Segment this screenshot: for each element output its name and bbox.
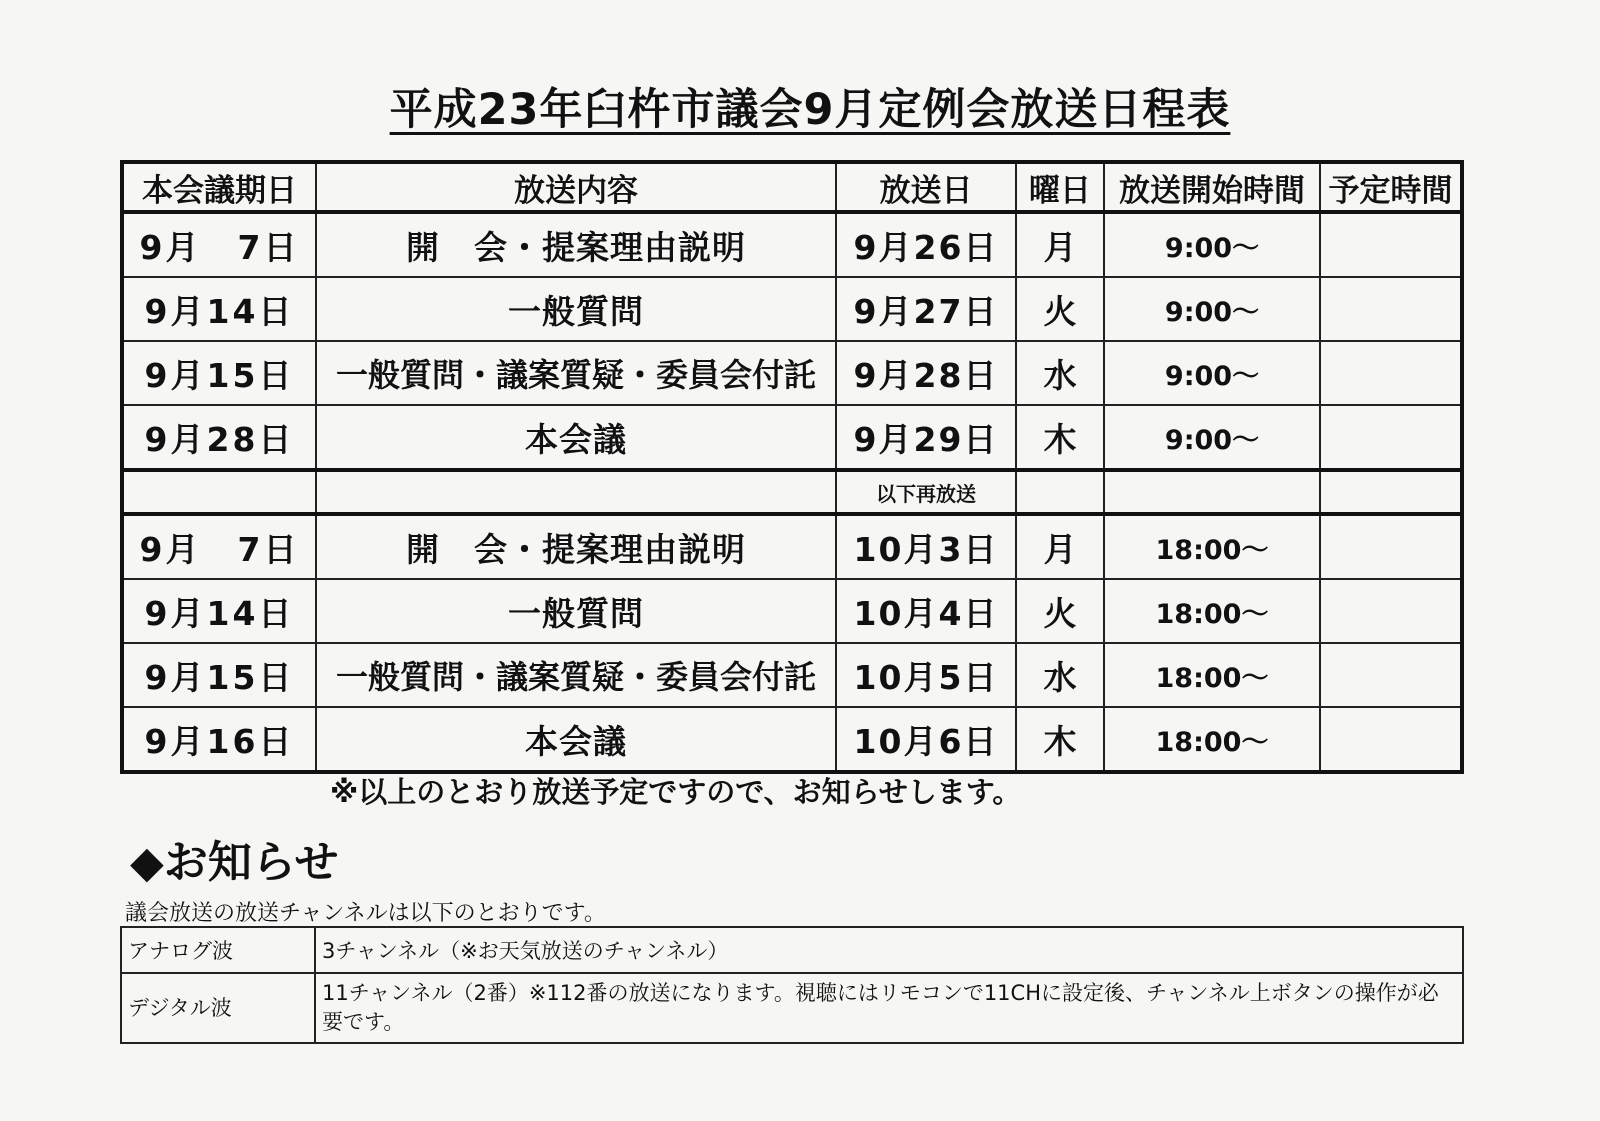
content-cell: 一般質問・議案質疑・委員会付託: [316, 341, 836, 405]
start-time-cell: 18:00～: [1104, 643, 1320, 707]
broadcast-date-cell: 9月26日: [836, 212, 1016, 277]
day-of-week-cell: 水: [1016, 341, 1104, 405]
scheduled-time-cell: [1320, 643, 1462, 707]
content-cell: 一般質問・議案質疑・委員会付託: [316, 643, 836, 707]
session-date-cell: 9月16日: [122, 707, 316, 772]
channel-description-cell: 3チャンネル（※お天気放送のチャンネル）: [315, 927, 1463, 973]
session-date-cell: 9月15日: [122, 643, 316, 707]
broadcast-date-cell: 10月6日: [836, 707, 1016, 772]
notice-heading: ◆お知らせ: [130, 837, 339, 888]
start-time-cell: 9:00～: [1104, 212, 1320, 277]
channel-intro-text: 議会放送の放送チャンネルは以下のとおりです。: [125, 901, 606, 926]
day-of-week-cell: 火: [1016, 277, 1104, 341]
scheduled-time-cell: [1320, 405, 1462, 470]
schedule-footnote: ※以上のとおり放送予定ですので、お知らせします。: [330, 775, 1022, 809]
broadcast-date-cell: 9月29日: [836, 405, 1016, 470]
table-row: [122, 579, 1462, 643]
header-content: 放送内容: [316, 162, 836, 212]
content-cell: 一般質問: [316, 579, 836, 643]
channel-table: [120, 926, 1464, 1044]
header-day-of-week: 曜日: [1016, 162, 1104, 212]
start-time-cell: 9:00～: [1104, 341, 1320, 405]
header-scheduled-time: 予定時間: [1320, 162, 1462, 212]
separator-cell: [1016, 470, 1104, 514]
session-date-cell: 9月28日: [122, 405, 316, 470]
table-row: [122, 277, 1462, 341]
content-cell: 本会議: [316, 405, 836, 470]
separator-cell: [316, 470, 836, 514]
session-date-cell: 9月14日: [122, 579, 316, 643]
start-time-cell: 18:00～: [1104, 707, 1320, 772]
broadcast-schedule-table: [120, 160, 1464, 774]
broadcast-date-cell: 9月28日: [836, 341, 1016, 405]
table-row: [122, 405, 1462, 470]
start-time-cell: 18:00～: [1104, 514, 1320, 579]
separator-cell: [122, 470, 316, 514]
table-row: [122, 212, 1462, 277]
rebroadcast-label: 以下再放送: [836, 470, 1016, 514]
table-row: [122, 643, 1462, 707]
table-header-row: [122, 162, 1462, 212]
header-session-date: 本会議期日: [122, 162, 316, 212]
table-row: [121, 927, 1463, 973]
broadcast-date-cell: 9月27日: [836, 277, 1016, 341]
content-cell: 本会議: [316, 707, 836, 772]
header-start-time: 放送開始時間: [1104, 162, 1320, 212]
day-of-week-cell: 木: [1016, 405, 1104, 470]
table-row: [122, 514, 1462, 579]
broadcast-date-cell: 10月3日: [836, 514, 1016, 579]
channel-type-cell: デジタル波: [121, 973, 315, 1043]
day-of-week-cell: 月: [1016, 514, 1104, 579]
start-time-cell: 9:00～: [1104, 277, 1320, 341]
session-date-cell: 9月14日: [122, 277, 316, 341]
table-row: [122, 341, 1462, 405]
header-broadcast-date: 放送日: [836, 162, 1016, 212]
content-cell: 一般質問: [316, 277, 836, 341]
broadcast-date-cell: 10月5日: [836, 643, 1016, 707]
session-date-cell: 9月 7日: [122, 212, 316, 277]
day-of-week-cell: 木: [1016, 707, 1104, 772]
start-time-cell: 18:00～: [1104, 579, 1320, 643]
separator-cell: [1104, 470, 1320, 514]
content-cell: 開 会・提案理由説明: [316, 514, 836, 579]
scheduled-time-cell: [1320, 579, 1462, 643]
channel-type-cell: アナログ波: [121, 927, 315, 973]
day-of-week-cell: 水: [1016, 643, 1104, 707]
content-cell: 開 会・提案理由説明: [316, 212, 836, 277]
scheduled-time-cell: [1320, 707, 1462, 772]
channel-description-cell: 11チャンネル（2番）※112番の放送になります。視聴にはリモコンで11CHに設定後、チャンネル上ボタンの操作が必要です。: [315, 973, 1463, 1043]
session-date-cell: 9月15日: [122, 341, 316, 405]
scheduled-time-cell: [1320, 212, 1462, 277]
page-title: 平成23年臼杵市議会9月定例会放送日程表: [389, 85, 1231, 135]
scheduled-time-cell: [1320, 341, 1462, 405]
separator-cell: [1320, 470, 1462, 514]
day-of-week-cell: 火: [1016, 579, 1104, 643]
start-time-cell: 9:00～: [1104, 405, 1320, 470]
broadcast-date-cell: 10月4日: [836, 579, 1016, 643]
table-row: [121, 973, 1463, 1043]
day-of-week-cell: 月: [1016, 212, 1104, 277]
scheduled-time-cell: [1320, 514, 1462, 579]
scheduled-time-cell: [1320, 277, 1462, 341]
session-date-cell: 9月 7日: [122, 514, 316, 579]
rebroadcast-separator-row: [122, 470, 1462, 514]
table-row: [122, 707, 1462, 772]
